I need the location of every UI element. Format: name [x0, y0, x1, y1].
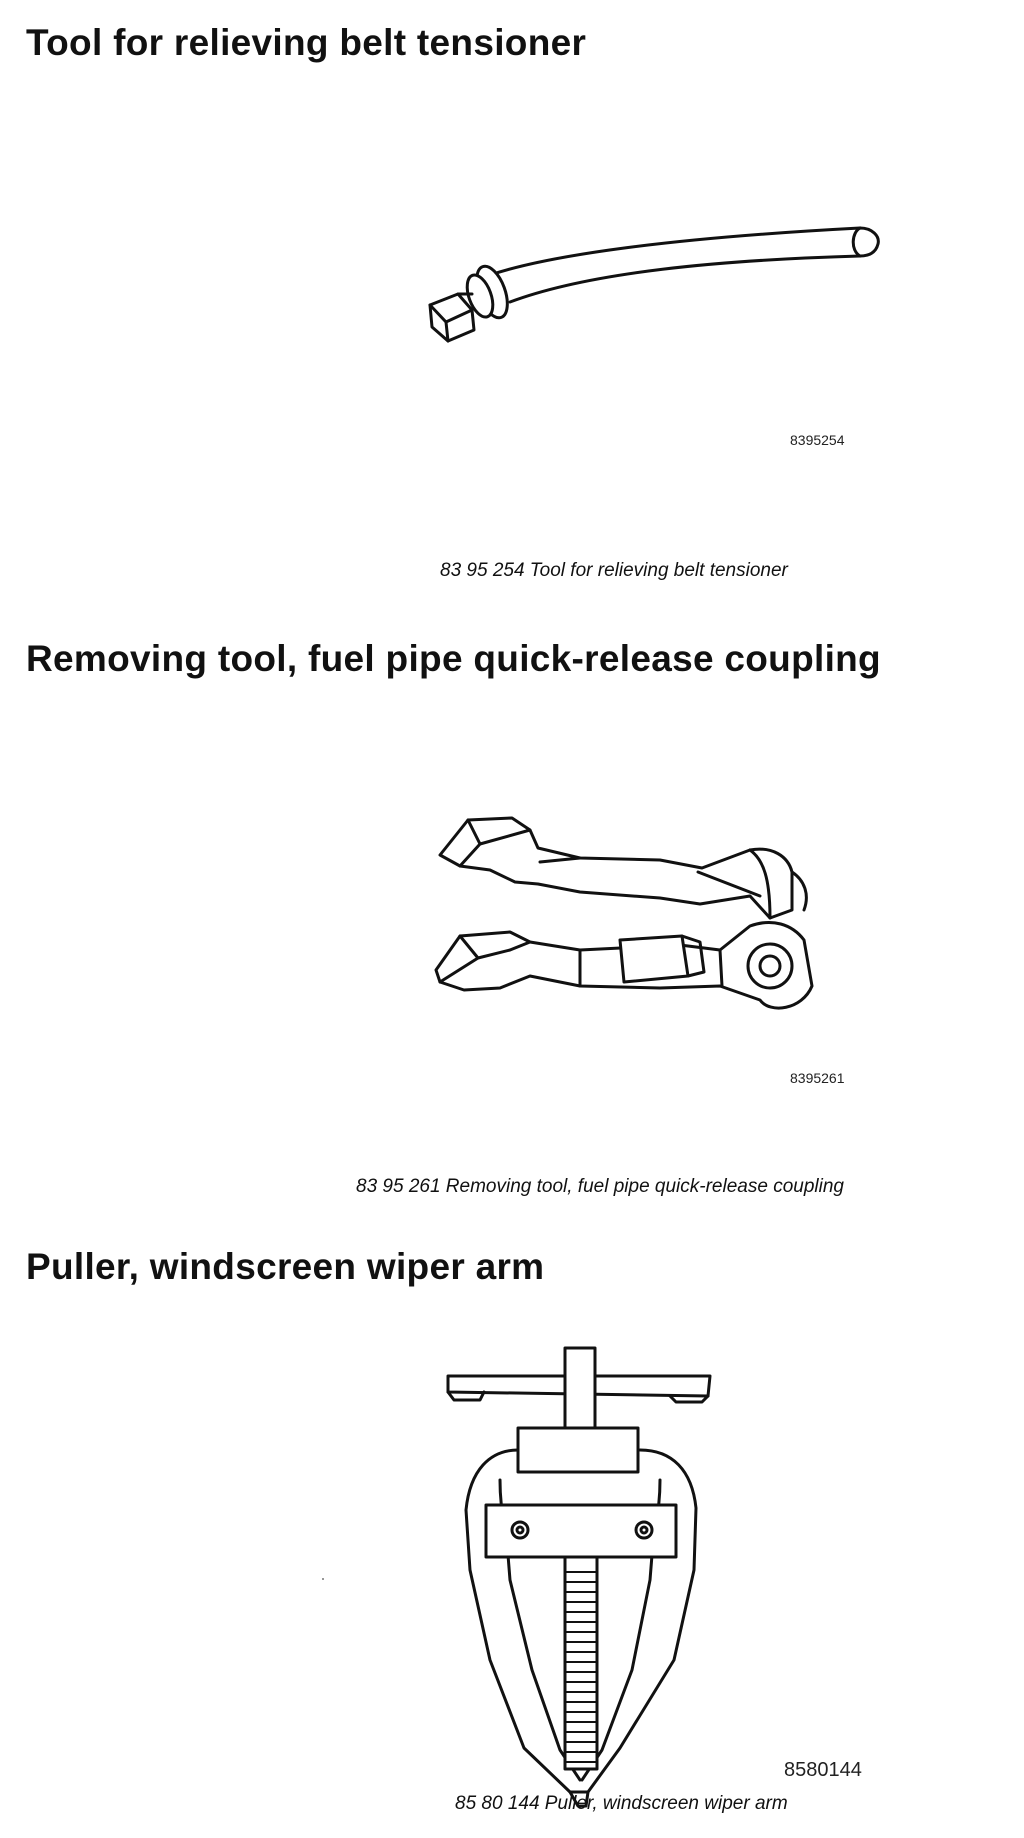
figure-caption: 83 95 254 Tool for relieving belt tensioner	[440, 560, 788, 581]
figure-number: 8580144	[784, 1759, 862, 1781]
figure-number: 8395254	[790, 432, 845, 448]
section-heading-belt-tensioner-tool: Tool for relieving belt tensioner	[26, 22, 587, 63]
section-heading-wiper-arm-puller: Puller, windscreen wiper arm	[26, 1246, 545, 1287]
scan-speck	[322, 1578, 324, 1580]
figure-caption: 85 80 144 Puller, windscreen wiper arm	[455, 1793, 788, 1814]
figure-number: 8395261	[790, 1070, 845, 1086]
figure-caption: 83 95 261 Removing tool, fuel pipe quick-release coupling	[356, 1176, 844, 1197]
wiper-arm-puller-drawing	[440, 1340, 730, 1810]
fuel-pipe-coupling-tool-drawing	[420, 800, 860, 1020]
belt-tensioner-tool-drawing	[420, 210, 890, 350]
section-heading-fuel-pipe-coupling-tool: Removing tool, fuel pipe quick-release coupling	[26, 638, 881, 679]
